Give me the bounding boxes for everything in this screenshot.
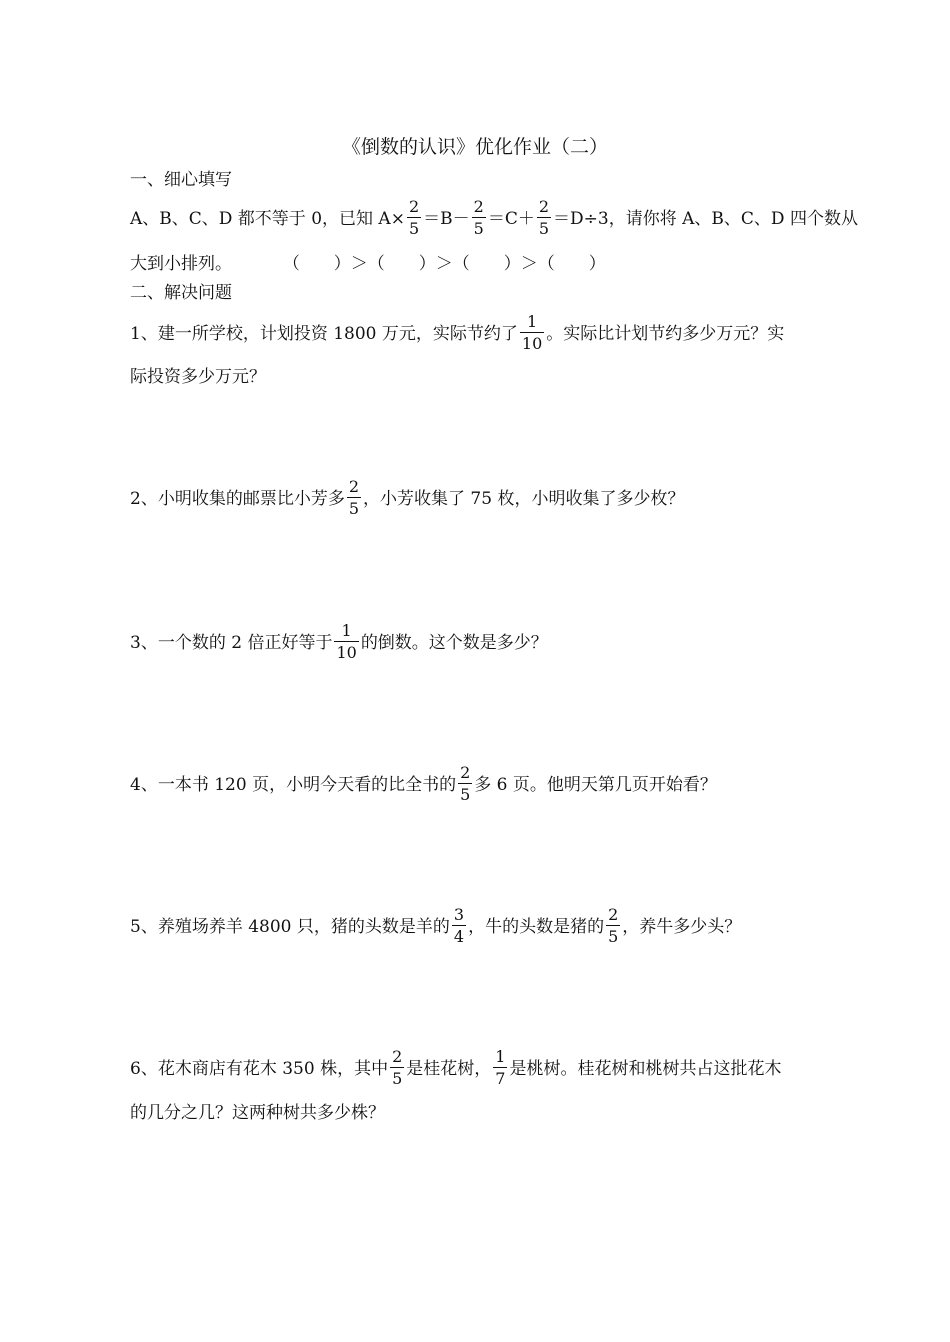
problem-1-line-1	[130, 313, 784, 356]
problem-5	[130, 906, 741, 949]
problem-text: 是桃树。桂花树和桃树共占这批花木	[509, 1059, 782, 1079]
problem-text: 。实际比计划节约多少万元？实	[546, 324, 785, 344]
fraction: $\frac{1}{7}$	[495, 1047, 506, 1088]
problem-text: ，牛的头数是猪的	[468, 917, 605, 937]
section-heading-problems: 二、解决问题	[130, 283, 232, 303]
fill-in-question-line-1	[130, 198, 858, 241]
problem-text: 2、小明收集的邮票比小芳多	[130, 489, 345, 509]
problem-6-line-1	[130, 1048, 781, 1091]
problem-text: 6、花木商店有花木 350 株，其中	[130, 1059, 389, 1079]
problem-text: ，养牛多少头？	[622, 917, 742, 937]
problem-text: 多 6 页。他明天第几页开始看？	[474, 775, 717, 795]
fraction: $\frac{2}{5}$	[538, 197, 550, 238]
problem-6-line-2: 的几分之几？这两种树共多少株？	[130, 1103, 385, 1123]
problem-1-line-2: 际投资多少万元？	[130, 367, 266, 387]
problem-text: 5、养殖场养羊 4800 只，猪的头数是羊的	[130, 917, 450, 937]
fraction: $\frac{1}{10}$	[521, 312, 543, 353]
question-text: 大到小排列。	[130, 254, 232, 274]
problem-text: 是桂花树，	[406, 1059, 492, 1079]
problem-text: 1、建一所学校，计划投资 1800 万元，实际节约了	[130, 324, 518, 344]
problem-text: 的倒数。这个数是多少？	[360, 633, 548, 653]
page-title: 《倒数的认识》优化作业（二）	[341, 136, 608, 158]
fraction: $\frac{2}{5}$	[473, 197, 484, 238]
question-text: ＝B－	[423, 209, 470, 229]
question-text: ＝C＋	[487, 209, 535, 229]
section-heading-fill-in: 一、细心填写	[130, 170, 232, 190]
problem-3	[130, 622, 548, 665]
problem-text: ，小芳收集了 75 枚，小明收集了多少枚？	[363, 489, 685, 509]
fraction: $\frac{2}{5}$	[392, 1047, 403, 1088]
fraction: $\frac{2}{5}$	[608, 905, 619, 946]
fraction: $\frac{2}{5}$	[408, 197, 420, 238]
problem-text: 3、一个数的 2 倍正好等于	[130, 633, 333, 653]
problem-4	[130, 764, 717, 807]
problem-2	[130, 478, 684, 521]
fraction: $\frac{1}{10}$	[336, 621, 357, 662]
problem-text: 4、一本书 120 页，小明今天看的比全书的	[130, 775, 457, 795]
fraction: $\frac{2}{5}$	[460, 763, 471, 804]
fraction: $\frac{2}{5}$	[348, 477, 360, 518]
fraction: $\frac{3}{4}$	[453, 905, 465, 946]
answer-blanks: （ ）＞（ ）＞（ ）＞（ ）	[282, 254, 606, 274]
question-text: A、B、C、D 都不等于 0，已知 A×	[130, 209, 405, 229]
question-text: ＝D÷3，请你将 A、B、C、D 四个数从	[553, 209, 858, 229]
fill-in-question-line-2	[130, 249, 606, 274]
